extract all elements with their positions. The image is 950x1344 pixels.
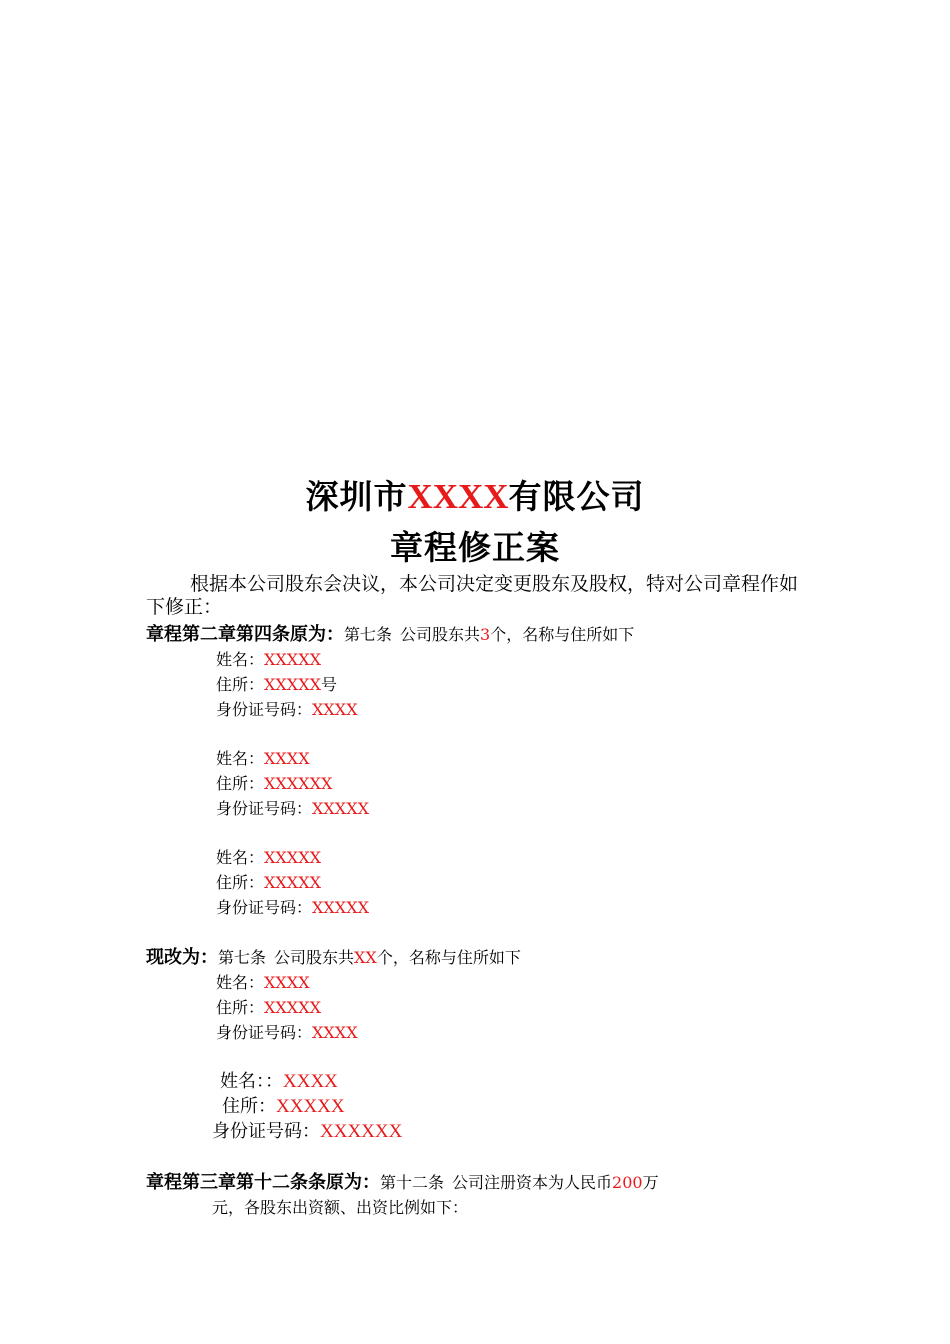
name-label: 姓名： <box>216 973 265 992</box>
section3-amount: 200 <box>612 1173 643 1192</box>
section1-count: 3 <box>480 625 491 644</box>
s1-shareholder2-name <box>216 747 310 771</box>
section1-heading: 章程第二章第四条原为： <box>146 624 344 645</box>
section3-article: 第十二条 <box>380 1173 445 1192</box>
s2-shareholder1-name <box>216 971 310 995</box>
addr-label: 住所： <box>216 998 265 1017</box>
s1-shareholder1-id <box>216 698 358 722</box>
addr-value: XXXXX <box>264 675 321 694</box>
s1-shareholder2-addr <box>216 772 332 796</box>
document-subtitle: 章程修正案 <box>390 528 560 567</box>
section1-text: 公司股东共 <box>400 625 481 644</box>
name-value: XXXXX <box>264 848 321 867</box>
section3-unit: 万 <box>642 1173 659 1192</box>
addr-label: 住所： <box>216 774 265 793</box>
id-value: XXXXX <box>312 799 369 818</box>
name-label: 姓名： <box>216 749 265 768</box>
section2-heading: 现改为： <box>146 947 218 968</box>
id-label: 身份证号码： <box>216 700 313 719</box>
section2-line <box>146 946 521 970</box>
name-value: XXXXX <box>264 650 321 669</box>
name-label: 姓名： <box>216 650 265 669</box>
s1-shareholder1-addr <box>216 673 337 697</box>
s2-shareholder1-addr <box>216 996 321 1020</box>
s1-shareholder2-id <box>216 797 369 821</box>
id-value: XXXXXX <box>320 1121 403 1142</box>
name-label: 姓名： <box>216 848 265 867</box>
section3-text: 公司注册资本为人民币 <box>452 1173 613 1192</box>
id-value: XXXX <box>312 1023 358 1042</box>
intro-paragraph: 根据本公司股东会决议，本公司决定变更股东及股权，特对公司章程作如下修正： <box>146 573 799 618</box>
section1-article: 第七条 <box>344 625 393 644</box>
id-label: 身份证号码： <box>212 1121 320 1142</box>
section3-continuation: 元，各股东出资额、出资比例如下： <box>212 1198 469 1217</box>
addr-value: XXXXX <box>264 873 321 892</box>
s2-shareholder2-id <box>212 1120 402 1144</box>
s1-shareholder3-name <box>216 846 321 870</box>
section1-line <box>146 623 634 647</box>
addr-suffix: 号 <box>320 675 337 694</box>
addr-value: XXXXXX <box>264 774 333 793</box>
title-city: 深圳市 <box>305 477 408 516</box>
document-title <box>0 477 950 517</box>
id-label: 身份证号码： <box>216 898 313 917</box>
s1-shareholder3-addr <box>216 871 321 895</box>
title-suffix: 有限公司 <box>508 477 645 516</box>
name-value: XXXX <box>264 973 310 992</box>
title-company-placeholder: XXXX <box>407 477 509 516</box>
section3-heading: 章程第三章第十二条条原为： <box>146 1172 380 1193</box>
name-value: XXXX <box>283 1071 338 1092</box>
s1-shareholder1-name <box>216 648 321 672</box>
addr-value: XXXXX <box>276 1096 345 1117</box>
id-label: 身份证号码： <box>216 799 313 818</box>
addr-label: 住所： <box>222 1096 276 1117</box>
section2-count: XX <box>354 948 377 967</box>
s2-shareholder2-addr <box>222 1095 345 1119</box>
name-value: XXXX <box>264 749 310 768</box>
section2-article: 第七条 <box>218 948 267 967</box>
addr-label: 住所： <box>216 675 265 694</box>
s2-shareholder1-id <box>216 1021 358 1045</box>
s2-shareholder2-name <box>220 1070 338 1094</box>
section2-text: 公司股东共 <box>274 948 355 967</box>
id-value: XXXXX <box>312 898 369 917</box>
s1-shareholder3-id <box>216 896 369 920</box>
section2-suffix: 个，名称与住所如下 <box>376 948 521 967</box>
id-value: XXXX <box>312 700 358 719</box>
section3-line <box>146 1171 659 1195</box>
addr-label: 住所： <box>216 873 265 892</box>
id-label: 身份证号码： <box>216 1023 313 1042</box>
addr-value: XXXXX <box>264 998 321 1017</box>
section1-suffix: 个，名称与住所如下 <box>490 625 635 644</box>
name-label: 姓名：： <box>220 1071 283 1092</box>
